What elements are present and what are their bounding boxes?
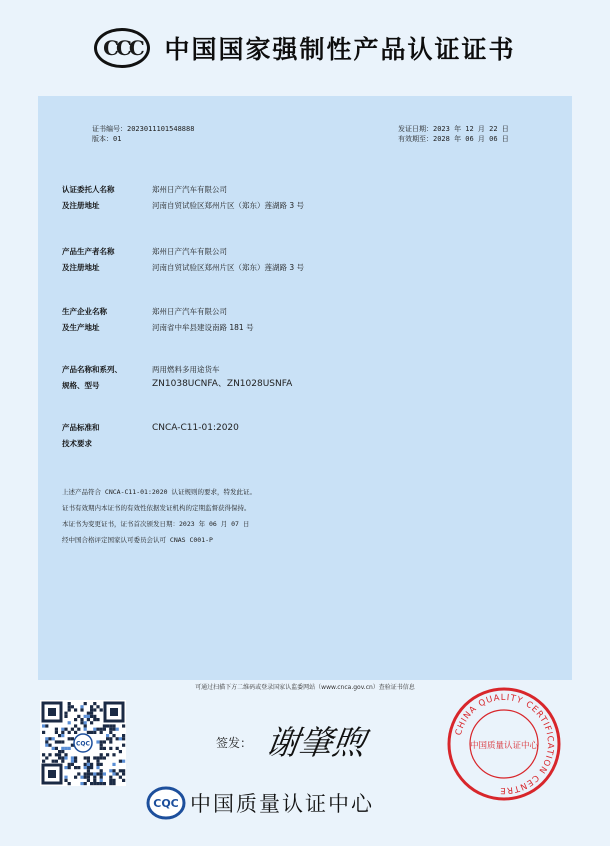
cqc-logo (146, 786, 186, 820)
field-label: 产品生产者名称 (62, 247, 115, 256)
field-label: 规格、型号 (62, 381, 100, 390)
field-label: 生产企业名称 (62, 307, 107, 316)
issue-date-value: 2023 年 12 月 22 日 (433, 125, 509, 133)
issuing-organization: 中国质量认证中心 (190, 792, 374, 816)
ccc-logo: CCC (94, 28, 150, 68)
seal-outer-text: CHINA QUALITY CERTIFICATION CENTRE (453, 692, 556, 796)
field-label: 及生产地址 (62, 323, 100, 332)
field-value: 河南自贸试验区郑州片区（郑东）莲湖路 3 号 (152, 201, 305, 210)
statement-line: 证书有效期内本证书的有效性依据发证机构的定期监督获得保持。 (62, 504, 251, 512)
signature-image (266, 716, 406, 768)
cert-no-value: 2023011101548888 (127, 125, 195, 133)
field-label: 认证委托人名称 (62, 185, 115, 194)
signature-name: 谢肇煦 (266, 723, 368, 762)
field-label: 及注册地址 (62, 201, 100, 210)
certificate-meta-left (92, 124, 194, 144)
field-value: 郑州日产汽车有限公司 (152, 307, 227, 316)
certification-seal (446, 686, 562, 802)
expiry-date-value: 2028 年 06 月 06 日 (433, 135, 509, 143)
field-label: 产品标准和 (62, 423, 100, 432)
cqc-logo-text: CQC (153, 797, 179, 810)
seal-inner-text: 中国质量认证中心 (469, 741, 539, 751)
svg-text:CQC: CQC (76, 740, 90, 748)
version-label: 版本： (92, 135, 113, 143)
field-label: 及注册地址 (62, 263, 100, 272)
cert-no-label: 证书编号： (92, 125, 127, 133)
field-value: 河南省中牟县建设南路 181 号 (152, 323, 254, 332)
verification-note: 可通过扫描下方二维码或登录国家认监委网站（www.cnca.gov.cn）查验证书信息 (195, 684, 415, 691)
field-label: 产品名称和系列、 (62, 365, 122, 374)
version-value: 01 (113, 135, 122, 143)
field-value: 两用燃料多用途货车 (152, 365, 220, 374)
certificate-header (0, 20, 610, 76)
issue-date-label: 发证日期： (398, 125, 433, 133)
expiry-date-label: 有效期至： (398, 135, 433, 143)
statement-line: 本证书为变更证书，证书首次颁发日期：2023 年 06 月 07 日 (62, 520, 250, 528)
certificate-body (38, 96, 572, 680)
qr-code[interactable] (40, 700, 126, 786)
field-value: 郑州日产汽车有限公司 (152, 185, 227, 194)
statement-line: 上述产品符合 CNCA-C11-01:2020 认证规则的要求，特发此证。 (62, 488, 256, 496)
statement-line: 经中国合格评定国家认可委员会认可 CNAS C001-P (62, 536, 213, 544)
field-value: CNCA-C11-01:2020 (152, 423, 239, 433)
signature-label: 签发： (216, 736, 253, 750)
certificate-title: 中国国家强制性产品认证证书 (164, 35, 516, 64)
field-value: 郑州日产汽车有限公司 (152, 247, 227, 256)
field-label: 技术要求 (62, 439, 92, 448)
certificate-statement (62, 484, 542, 548)
field-value: ZN1038UCNFA、ZN1028USNFA (152, 379, 293, 389)
certificate-meta-right (398, 124, 509, 144)
field-value: 河南自贸试验区郑州片区（郑东）莲湖路 3 号 (152, 263, 305, 272)
